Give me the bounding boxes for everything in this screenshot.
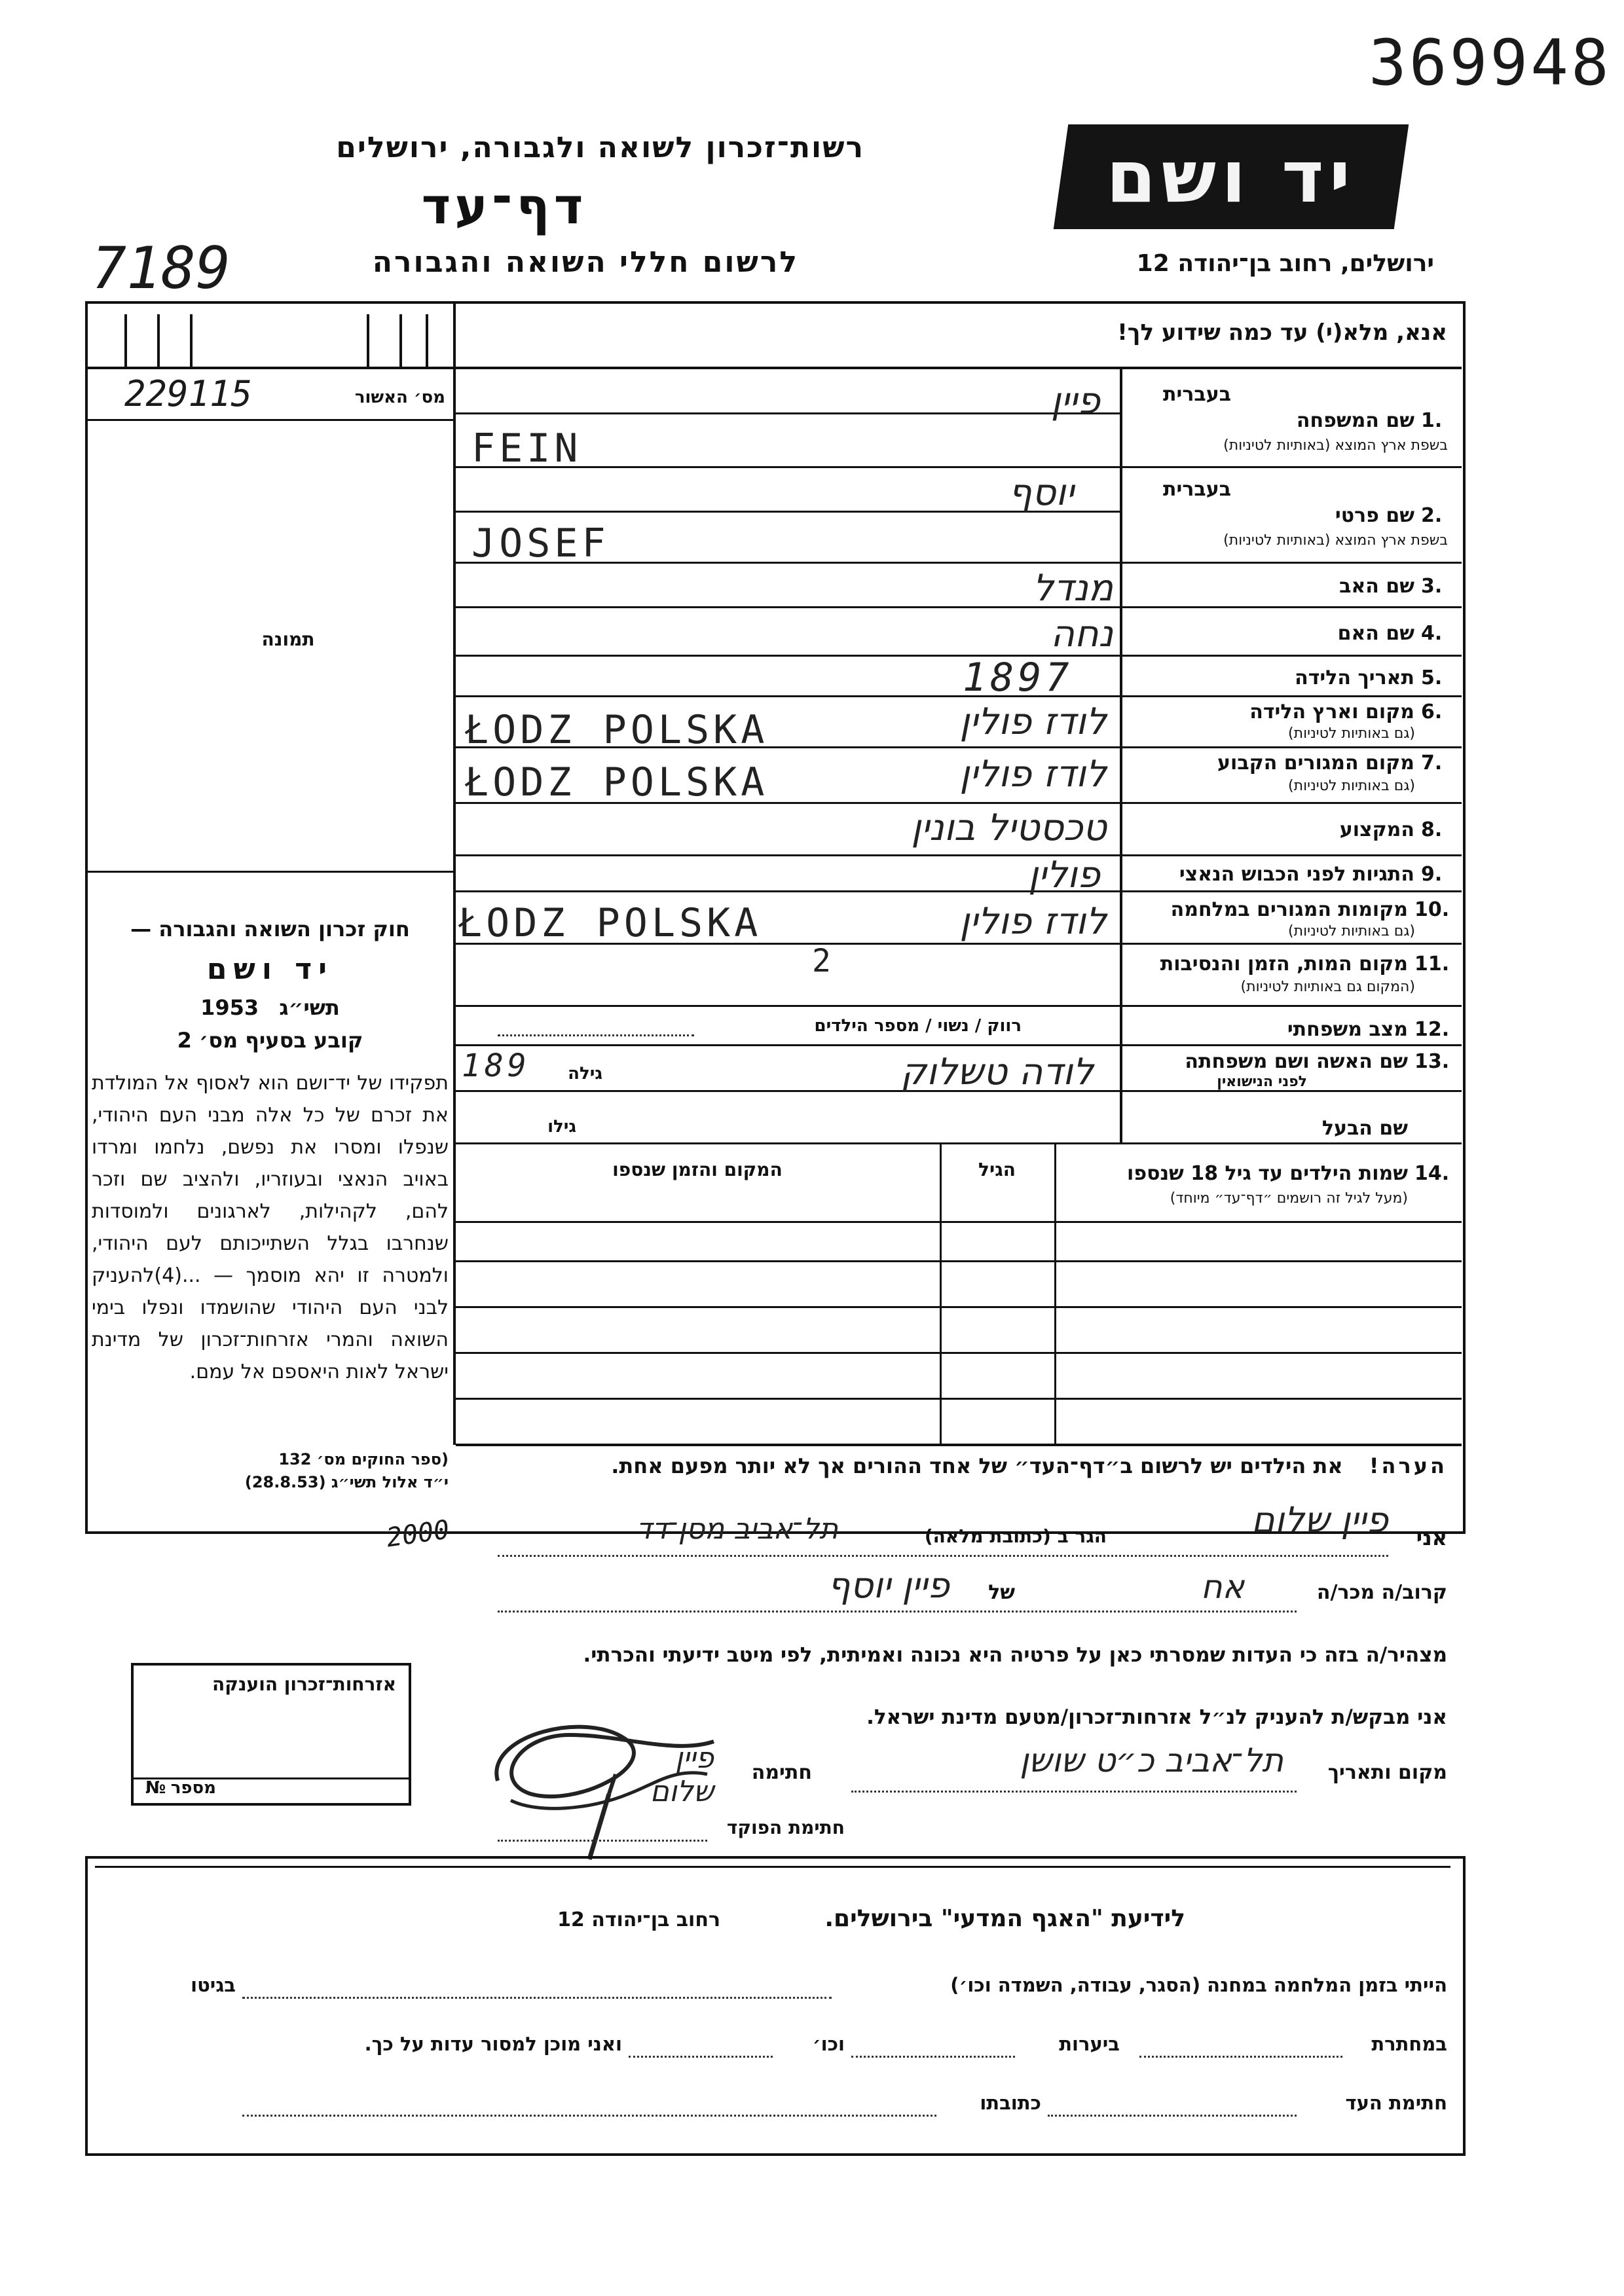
wife-age-value: 189	[462, 1048, 530, 1084]
document-number: 369948	[1369, 26, 1612, 100]
form-subtitle: לרשום חללי השואה והגבורה	[372, 246, 799, 279]
footer-line-1: הייתי בזמן המלחמה במחנה (הסגר, עבודה, השמדה וכו׳)	[950, 1974, 1447, 1996]
footer-line-2-blank-a	[1139, 2056, 1342, 2058]
label-column-divider	[1120, 368, 1122, 1144]
memorial-no-label: №	[145, 1778, 166, 1798]
footer-line-2-blank-c	[629, 2056, 773, 2058]
field-4-value: נחה	[1050, 613, 1113, 655]
field-11-label: מקום המות, הזמן והנסיבות	[1160, 953, 1408, 975]
form-title: דף־עד	[421, 177, 587, 235]
footer-underground: במחתרת	[1371, 2033, 1447, 2055]
law-source-date: י״ד אלול תשי״ג (28.8.53)	[244, 1473, 449, 1491]
declaration-address: תל־אביב מסן־דד	[636, 1512, 838, 1546]
declaration-name: פיין שלום	[1251, 1499, 1388, 1540]
field-3-label: שם האב	[1339, 575, 1414, 598]
footer-witness-signature: חתימת העד	[1345, 2092, 1447, 2114]
law-year-hebrew: תשי״ג	[279, 995, 340, 1020]
field-8-label: המקצוע	[1339, 818, 1414, 841]
field-7-sublabel: (גם באותיות לטיניות)	[1288, 778, 1415, 794]
note-label: הערה!	[1369, 1453, 1447, 1478]
field-1-value-hebrew: פיין	[1050, 380, 1100, 422]
footer-box	[85, 1856, 1466, 2156]
law-body	[92, 1067, 449, 1388]
declaration-request: אני מבקש/ת להעניק לנ״ל אזרחות־זכרון/מטעם מדינת ישראל.	[866, 1705, 1447, 1729]
memorial-title: אזרחות־זכרון הוענקה	[212, 1673, 396, 1695]
authority-name: רשות־זכרון לשואה ולגבורה, ירושלים	[336, 131, 864, 164]
field-2-sublabel: בשפת ארץ המוצא (באותיות לטיניות)	[1223, 532, 1448, 549]
relation-value: אח	[1200, 1568, 1244, 1606]
signature-name: פיין שלום	[650, 1741, 714, 1808]
field-6-value-latin: ŁODZ POLSKA	[465, 707, 769, 753]
field-11-value: 2	[812, 943, 835, 979]
field-4-number: 4.	[1421, 622, 1443, 645]
field-3-number: 3.	[1421, 575, 1443, 598]
law-title: חוק זכרון השואה והגבורה —	[130, 917, 410, 941]
yad-vashem-logo	[1054, 124, 1409, 229]
field-12-options: רווק / נשוי / מספר הילדים	[814, 1016, 1022, 1036]
husband-label: שם הבעל	[1321, 1117, 1408, 1140]
field-11-number: 11.	[1414, 953, 1450, 975]
field-10-sublabel: (גם באותיות לטיניות)	[1288, 923, 1415, 939]
footer-willing: ואני מוכן למסור עדות על כך.	[364, 2033, 622, 2055]
field-3-value: מנדל	[1033, 567, 1113, 610]
footer-line-3-blank-b	[242, 2115, 936, 2117]
field-4-label: שם האם	[1337, 622, 1414, 645]
field-1-sublabel: בשפת ארץ המוצא (באותיות לטיניות)	[1223, 437, 1448, 454]
field-5-number: 5.	[1421, 666, 1443, 689]
field-5-label: תאריך הלידה	[1295, 666, 1414, 689]
footer-forests: ביערות	[1059, 2033, 1120, 2055]
field-12-label: מצב משפחתי	[1287, 1018, 1408, 1041]
field-1-hebrew-tag: בעברית	[1163, 383, 1231, 406]
law-name: יד ושם	[206, 953, 334, 986]
logo-text: יד ושם	[1106, 135, 1356, 219]
field-2-number: 2.	[1421, 504, 1443, 527]
children-title: שמות הילדים עד גיל 18 שנספו	[1127, 1162, 1408, 1185]
law-body-text-2: ...(4)להעניק לבני העם היהודי שהושמדו ונפלו בימי השואה והמרי אזרחות־זכרון של מדינת ישראל לאות היאספם אל עמם.	[92, 1264, 449, 1383]
husband-row-divider	[456, 1142, 1462, 1144]
children-number: 14.	[1414, 1162, 1450, 1185]
law-clause: קובע בסעיף מס׳ 2	[177, 1028, 363, 1053]
declaration-line-1	[498, 1555, 1388, 1557]
field-6-sublabel: (גם באותיות לטיניות)	[1288, 725, 1415, 742]
field-2-value-latin: JOSEF	[471, 520, 610, 566]
husband-age-label: גילו	[547, 1117, 576, 1137]
place-date-label: מקום ותאריך	[1327, 1761, 1447, 1784]
field-8-value: טכסטיל בונין	[911, 807, 1107, 849]
approval-label: מס׳ האשור	[354, 388, 445, 407]
declaration-i-label: אני	[1416, 1525, 1447, 1550]
field-6-label: מקום וארץ הלידה	[1249, 701, 1414, 723]
field-13-sublabel: לפני הנישואין	[1217, 1074, 1307, 1090]
relative-label: קרוב/ה מכר/ה	[1316, 1581, 1447, 1604]
of-label: של	[988, 1581, 1015, 1604]
field-8-number: 8.	[1421, 818, 1443, 841]
law-year-number: 1953	[200, 995, 259, 1020]
field-6-value-hebrew: לודז פולין	[959, 701, 1107, 743]
field-1-label: שם המשפחה	[1296, 409, 1414, 432]
official-signature-label: חתימת הפוקד	[726, 1817, 845, 1838]
photo-box-divider	[85, 871, 454, 873]
archive-number: 7189	[92, 234, 231, 302]
field-13-value: לודה טשלוק	[900, 1051, 1094, 1093]
field-10-value-latin: ŁODZ POLSKA	[458, 900, 762, 946]
law-year	[92, 995, 449, 1020]
memorial-number-label: מספר	[170, 1778, 216, 1798]
declaration-line-2	[498, 1611, 1297, 1613]
declaration-statement: מצהיר/ה בזה כי העדות שמסרתי כאן על פרטיה היא נכונה ואמיתית, לפי מיטב ידיעתי והכרתי.	[583, 1643, 1447, 1667]
children-count-dots	[498, 1034, 694, 1036]
wife-age-label: גילה	[568, 1064, 602, 1084]
note-text: את הילדים יש לרשום ב״דף־העד״ של אחד ההורים אך לא יותר מפעם אחת.	[611, 1453, 1343, 1478]
photo-label: תמונה	[261, 629, 315, 650]
intro-row-divider	[456, 367, 1462, 369]
field-13-label: שם האשה ושם משפחתה	[1185, 1050, 1408, 1073]
field-7-value-latin: ŁODZ POLSKA	[465, 759, 769, 805]
field-12-number: 12.	[1414, 1018, 1450, 1041]
field-1-value-latin: FEIN	[471, 426, 582, 471]
field-10-label: מקומות המגורים במלחמה	[1170, 898, 1408, 921]
footer-etc: וכו׳	[812, 2033, 845, 2055]
field-13-number: 13.	[1414, 1050, 1450, 1073]
field-6-number: 6.	[1421, 701, 1443, 723]
field-11-sublabel: (המקום גם באותיות לטיניות)	[1240, 979, 1415, 995]
children-col-age: הגיל	[978, 1159, 1016, 1180]
field-2-hebrew-tag: בעברית	[1163, 478, 1231, 501]
children-subtitle: (מעל לגיל זה רושמים ״דף־עד״ מיוחד)	[1170, 1190, 1408, 1207]
field-2-label: שם פרטי	[1335, 504, 1414, 527]
field-5-value: 1897	[963, 655, 1073, 701]
footer-title: לידיעת "האגף המדעי" בירושלים.	[824, 1905, 1185, 1932]
children-col-place: המקום והזמן שנספו	[612, 1159, 783, 1180]
law-body-text: תפקידו של יד־ושם הוא לאסוף אל המולדת את זכרם של כל אלה מבני העם היהודי, שנפלו ומסרו את נפשם, נלחמו ומרדו באויב הנאצי ובעוזריו, ולהציב שם וזכר להם, לקהילות, לארגונים ולמוסדות שנחרבו בגלל השתייכותם לעם היהודי, ולמטרה זו יהא מוסמך —	[92, 1072, 449, 1287]
footer-box-inner-line	[95, 1866, 1450, 1868]
approval-number: 229115	[124, 373, 253, 414]
of-value: פיין יוסף	[827, 1565, 950, 1606]
footer-address-label: כתובתו	[980, 2092, 1041, 2114]
field-9-value: פולין	[1028, 854, 1100, 896]
field-7-label: מקום המגורים הקבוע	[1217, 752, 1414, 774]
note	[471, 1453, 1447, 1478]
field-7-value-hebrew: לודז פולין	[959, 753, 1107, 795]
left-column-divider	[453, 302, 456, 1445]
field-10-value-hebrew: לודז פולין	[959, 900, 1107, 943]
law-source: (ספר החוקים מס׳ 132	[278, 1450, 449, 1468]
footer-ghetto: בגיטו	[191, 1974, 236, 1996]
field-9-number: 9.	[1421, 863, 1443, 886]
official-signature-line	[498, 1840, 707, 1842]
intro-instruction: אנא, מלא(י) עד כמה שידוע לך!	[1117, 319, 1447, 346]
footer-line-1-blank	[242, 1997, 832, 1999]
field-10-number: 10.	[1414, 898, 1450, 921]
declaration-lives-at: הגר ב (כתובת מלאה)	[924, 1525, 1107, 1547]
signature-label: חתימה	[751, 1761, 812, 1784]
footer-line-3-blank-a	[1048, 2115, 1297, 2117]
footer-line-2-blank-b	[851, 2056, 1015, 2058]
field-7-number: 7.	[1421, 752, 1443, 774]
place-date-line	[851, 1791, 1297, 1793]
footer-address: רחוב בן־יהודה 12	[557, 1908, 720, 1931]
place-date-value: תל־אביב כ״ט שושן	[1020, 1741, 1283, 1779]
field-1-number: 1.	[1421, 409, 1443, 432]
field-2-value-hebrew: יוסף	[1008, 471, 1074, 514]
note-box-top	[456, 1444, 1462, 1446]
approval-row-divider	[85, 419, 454, 421]
margin-note: 2000	[384, 1514, 452, 1554]
field-9-label: התגיות לפני הכבוש הנאצי	[1179, 863, 1414, 886]
header-address: ירושלים, רחוב בן־יהודה 12	[1136, 250, 1434, 277]
